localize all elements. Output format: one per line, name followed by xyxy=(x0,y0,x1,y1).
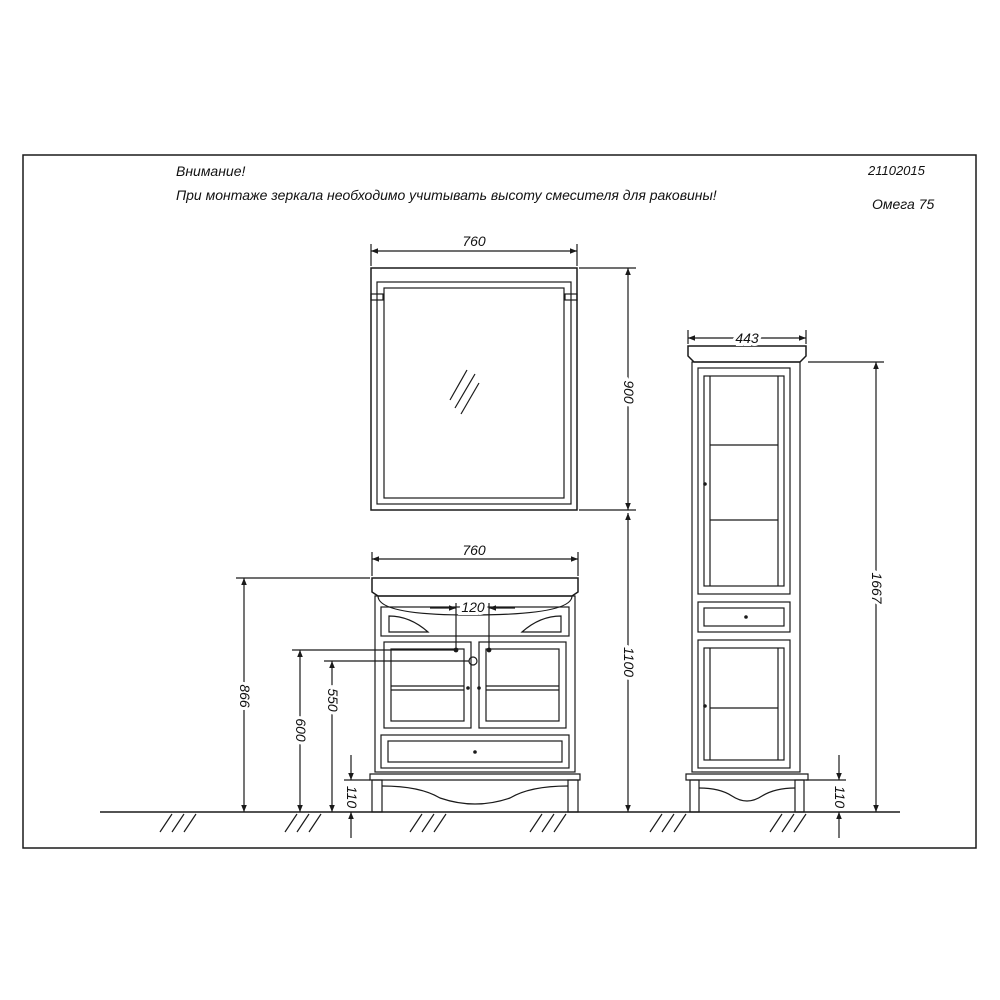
mirror-width-label: 760 xyxy=(462,233,486,249)
column-width-label: 443 xyxy=(735,330,759,346)
warning-title: Внимание! xyxy=(176,163,246,179)
floor xyxy=(100,812,900,832)
faucet-spacing-label: 120 xyxy=(461,599,485,615)
column-height-label: 1667 xyxy=(869,572,885,604)
vanity-height-label: 866 xyxy=(237,684,253,708)
column-leg-height-label: 110 xyxy=(832,785,848,809)
warning-text: При монтаже зеркала необходимо учитывать высоту смесителя для раковины! xyxy=(176,187,717,203)
vanity-leg-height-label: 110 xyxy=(344,785,360,809)
drawing-frame xyxy=(23,155,976,848)
mirror xyxy=(371,268,577,510)
drain-height-dimension xyxy=(292,650,456,812)
model-name: Омега 75 xyxy=(872,196,935,212)
vanity-width-label: 760 xyxy=(462,542,486,558)
water-height-label: 550 xyxy=(325,688,341,712)
drain-height-label: 600 xyxy=(293,718,309,742)
vanity-height-dimension xyxy=(236,578,370,812)
document-code: 21102015 xyxy=(868,163,925,178)
mirror-height-label: 900 xyxy=(621,380,637,404)
mirror-mount-height-label: 1100 xyxy=(621,646,637,678)
column-cabinet xyxy=(686,346,808,812)
